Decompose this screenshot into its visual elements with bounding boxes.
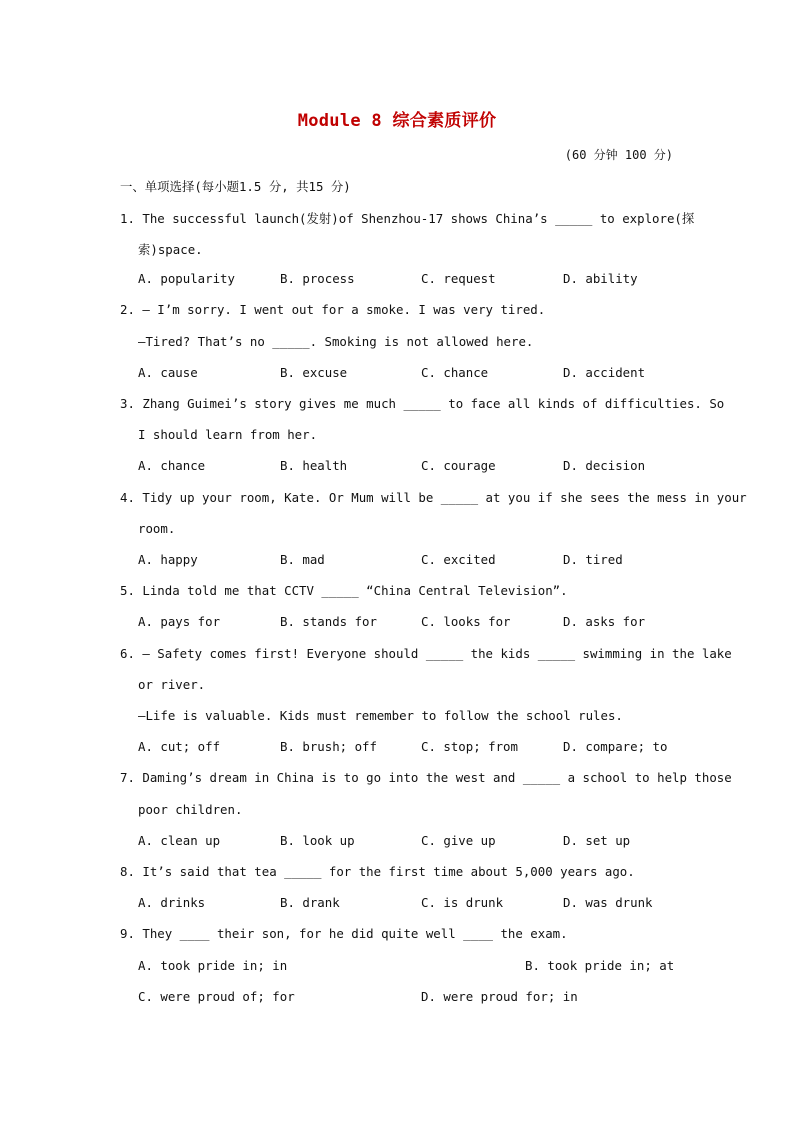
option-d[interactable]: D. were proud for; in: [421, 989, 578, 1004]
option-c[interactable]: C. stop; from: [421, 739, 518, 754]
option-b[interactable]: B. mad: [280, 552, 325, 567]
option-d[interactable]: D. asks for: [563, 614, 646, 629]
question-3-line-1: 3. Zhang Guimei’s story gives me much _____ to face all kinds of difficulties. So: [120, 396, 725, 411]
option-d[interactable]: D. accident: [563, 365, 646, 380]
option-b[interactable]: B. health: [280, 458, 348, 473]
question-3-options: [138, 458, 678, 476]
option-c[interactable]: C. chance: [421, 365, 489, 380]
question-1-line-2: 索)space.: [138, 242, 203, 257]
option-b[interactable]: B. brush; off: [280, 739, 377, 754]
question-6-line-2: or river.: [138, 677, 206, 692]
question-6-line-3: —Life is valuable. Kids must remember to follow the school rules.: [138, 708, 623, 723]
question-4-line-2: room.: [138, 521, 176, 536]
option-b[interactable]: B. process: [280, 271, 355, 286]
option-a[interactable]: A. happy: [138, 552, 198, 567]
option-b[interactable]: B. took pride in; at: [525, 958, 675, 973]
question-2-line-1: 2. — I’m sorry. I went out for a smoke. I was very tired.: [120, 302, 546, 317]
question-1-options: [138, 271, 678, 289]
question-8-line-1: 8. It’s said that tea _____ for the first time about 5,000 years ago.: [120, 864, 635, 879]
question-2-line-2: —Tired? That’s no _____. Smoking is not allowed here.: [138, 334, 534, 349]
option-c[interactable]: C. give up: [421, 833, 496, 848]
time-note: (60 分钟 100 分): [564, 148, 673, 162]
option-a[interactable]: A. chance: [138, 458, 206, 473]
question-9-options-row-1: [138, 958, 678, 976]
option-b[interactable]: B. look up: [280, 833, 355, 848]
question-5-line-1: 5. Linda told me that CCTV _____ “China Central Television”.: [120, 583, 568, 598]
option-a[interactable]: A. popularity: [138, 271, 235, 286]
option-c[interactable]: C. looks for: [421, 614, 511, 629]
option-d[interactable]: D. was drunk: [563, 895, 653, 910]
question-6-line-1: 6. — Safety comes first! Everyone should _____ the kids _____ swimming in the lake: [120, 646, 732, 661]
question-9-line-1: 9. They ____ their son, for he did quite well ____ the exam.: [120, 926, 568, 941]
option-a[interactable]: A. cause: [138, 365, 198, 380]
question-7-options: [138, 833, 678, 851]
question-3-line-2: I should learn from her.: [138, 427, 318, 442]
option-b[interactable]: B. stands for: [280, 614, 377, 629]
question-5-options: [138, 614, 678, 632]
question-7-line-1: 7. Daming’s dream in China is to go into the west and _____ a school to help those: [120, 770, 732, 785]
option-d[interactable]: D. ability: [563, 271, 638, 286]
option-b[interactable]: B. drank: [280, 895, 340, 910]
option-a[interactable]: A. cut; off: [138, 739, 221, 754]
option-a[interactable]: A. drinks: [138, 895, 206, 910]
option-c[interactable]: C. excited: [421, 552, 496, 567]
question-4-options: [138, 552, 678, 570]
option-d[interactable]: D. tired: [563, 552, 623, 567]
option-c[interactable]: C. is drunk: [421, 895, 504, 910]
option-c[interactable]: C. request: [421, 271, 496, 286]
option-c[interactable]: C. were proud of; for: [138, 989, 295, 1004]
question-8-options: [138, 895, 678, 913]
option-d[interactable]: D. decision: [563, 458, 646, 473]
option-a[interactable]: A. took pride in; in: [138, 958, 288, 973]
question-7-line-2: poor children.: [138, 802, 243, 817]
question-2-options: [138, 365, 678, 383]
option-a[interactable]: A. pays for: [138, 614, 221, 629]
option-d[interactable]: D. set up: [563, 833, 631, 848]
page-title: Module 8 综合素质评价: [297, 111, 497, 131]
question-9-options-row-2: [138, 989, 678, 1007]
question-6-options: [138, 739, 678, 757]
option-d[interactable]: D. compare; to: [563, 739, 668, 754]
question-1-line-1: 1. The successful launch(发射)of Shenzhou-17 shows China’s _____ to explore(探: [120, 211, 695, 226]
option-b[interactable]: B. excuse: [280, 365, 348, 380]
section-heading: 一、单项选择(每小题1.5 分, 共15 分): [120, 179, 351, 194]
option-c[interactable]: C. courage: [421, 458, 496, 473]
option-a[interactable]: A. clean up: [138, 833, 221, 848]
question-4-line-1: 4. Tidy up your room, Kate. Or Mum will be _____ at you if she sees the mess in your: [120, 490, 747, 505]
